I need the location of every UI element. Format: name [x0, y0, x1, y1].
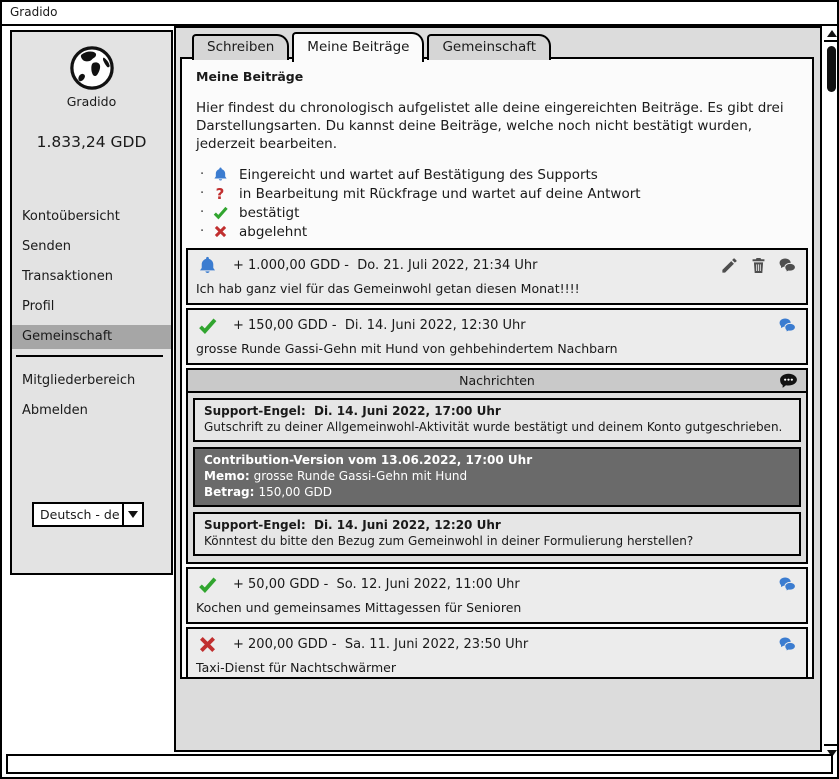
page-title: Meine Beiträge	[196, 69, 304, 84]
contribution-amount-date: + 50,00 GDD - So. 12. Juni 2022, 11:00 Uhr	[233, 576, 520, 592]
contribution-row-header	[188, 629, 806, 659]
globe-icon	[69, 45, 115, 91]
support-message	[193, 398, 801, 442]
vertical-scrollbar[interactable]	[824, 26, 839, 760]
bullet: ·	[200, 186, 205, 201]
contribution-version-message	[193, 447, 801, 507]
edit-icon[interactable]	[719, 255, 739, 275]
window-title: Gradido	[10, 5, 58, 19]
intro-text: Hier findest du chronologisch aufgelistet alle deine eingereichten Beiträge. Es gibt drei Darstellungsarten. Du kannst deine Beiträge, welche noch nicht bestätigt wurden, jederzeit bearbeiten.	[196, 100, 784, 152]
logo-label: Gradido	[66, 94, 117, 109]
legend-text: Eingereicht und wartet auf Bestätigung des Supports	[239, 166, 598, 183]
contribution-actions	[777, 634, 797, 654]
chat-icon[interactable]	[777, 255, 797, 275]
contribution-row	[186, 248, 808, 305]
language-select[interactable]	[32, 502, 144, 527]
memo-value: grosse Runde Gassi-Gehn mit Hund	[253, 469, 468, 483]
message-body: Könntest du bitte den Bezug zum Gemeinwohl in deiner Formulierung herstellen?	[204, 534, 694, 548]
check-icon	[196, 573, 218, 595]
messages-panel	[186, 368, 808, 564]
sidebar	[10, 30, 173, 575]
memo-label: Memo:	[204, 469, 250, 483]
contribution-actions	[777, 574, 797, 594]
contribution-row-header	[188, 310, 806, 340]
legend-text: bestätigt	[239, 204, 300, 221]
balance-amount: 1.833,24 GDD	[36, 133, 147, 151]
bell-icon	[196, 254, 218, 276]
sidebar-item-abmelden[interactable]: Abmelden	[22, 403, 88, 418]
status-bar	[6, 754, 833, 774]
contribution-list	[186, 248, 808, 679]
chat-ellipsis-icon[interactable]	[778, 371, 799, 392]
contribution-row	[186, 627, 808, 679]
contribution-amount-date: + 200,00 GDD - Sa. 11. Juni 2022, 23:50 Uhr	[233, 636, 529, 652]
scrollbar-thumb[interactable]	[827, 46, 836, 92]
contribution-memo: Ich hab ganz viel für das Gemeinwohl getan diesen Monat!!!!	[196, 281, 580, 296]
support-message	[193, 512, 801, 556]
message-betrag-line	[204, 484, 790, 500]
sidebar-item-senden[interactable]: Senden	[22, 239, 71, 254]
scroll-up-button[interactable]	[824, 26, 839, 42]
sidebar-nav-secondary	[12, 369, 171, 423]
contribution-amount-date: + 150,00 GDD - Di. 14. Juni 2022, 12:30 Uhr	[233, 317, 526, 333]
tab-gemeinschaft[interactable]: Gemeinschaft	[427, 34, 551, 60]
sidebar-nav	[12, 205, 171, 349]
contribution-memo: grosse Runde Gassi-Gehn mit Hund von gehbehindertem Nachbarn	[196, 341, 618, 356]
arrow-up-icon	[827, 30, 837, 37]
status-legend	[200, 165, 808, 241]
check-icon	[196, 314, 218, 336]
message-header: Support-Engel: Di. 14. Juni 2022, 17:00 Uhr	[204, 404, 501, 418]
contribution-row	[186, 567, 808, 624]
bullet: ·	[200, 224, 205, 239]
legend-item-eingereicht	[200, 165, 808, 184]
contribution-actions	[719, 255, 797, 275]
message-memo-line	[204, 468, 790, 484]
legend-item-abgelehnt	[200, 222, 808, 241]
betrag-label: Betrag:	[204, 485, 255, 499]
cross-icon	[210, 223, 230, 241]
language-select-value: Deutsch - de	[40, 507, 120, 522]
contribution-amount-date: + 1.000,00 GDD - Do. 21. Juli 2022, 21:34 Uhr	[233, 257, 538, 273]
messages-title: Nachrichten	[459, 373, 535, 388]
contribution-row-header	[188, 569, 806, 599]
legend-item-rueckfrage	[200, 184, 808, 203]
tab-meine-beitraege[interactable]: Meine Beiträge	[292, 32, 424, 62]
title-bar	[2, 2, 837, 26]
legend-item-bestaetigt	[200, 203, 808, 222]
check-icon	[210, 204, 230, 222]
tab-bar	[192, 32, 554, 60]
main-panel	[174, 26, 822, 752]
question-icon: ?	[215, 184, 225, 203]
legend-text: abgelehnt	[239, 223, 308, 240]
contribution-memo: Kochen und gemeinsames Mittagessen für Senioren	[196, 600, 522, 615]
contribution-row	[186, 308, 808, 365]
sidebar-item-transaktionen[interactable]: Transaktionen	[22, 269, 113, 284]
tab-content	[180, 57, 814, 679]
chevron-down-icon	[128, 511, 138, 518]
message-body: Gutschrift zu deiner Allgemeinwohl-Aktivität wurde bestätigt und deinem Konto gutgeschrieben.	[204, 420, 783, 434]
delete-icon[interactable]	[748, 255, 768, 275]
tab-schreiben[interactable]: Schreiben	[192, 34, 289, 60]
language-select-arrow-button[interactable]	[122, 504, 142, 525]
chat-icon[interactable]	[777, 574, 797, 594]
sidebar-item-profil[interactable]: Profil	[22, 299, 55, 314]
sidebar-item-kontouebersicht[interactable]: Kontoübersicht	[22, 209, 120, 224]
sidebar-item-mitgliederbereich[interactable]: Mitgliederbereich	[22, 373, 136, 388]
legend-text: in Bearbeitung mit Rückfrage und wartet auf deine Antwort	[239, 185, 641, 202]
messages-header	[188, 370, 806, 393]
chat-icon[interactable]	[777, 634, 797, 654]
chat-icon[interactable]	[777, 315, 797, 335]
bell-icon	[210, 166, 230, 184]
contribution-actions	[777, 315, 797, 335]
contribution-row-header	[188, 250, 806, 280]
message-header: Support-Engel: Di. 14. Juni 2022, 12:20 Uhr	[204, 518, 501, 532]
bullet: ·	[200, 205, 205, 220]
betrag-value: 150,00 GDD	[258, 485, 333, 499]
sidebar-divider	[16, 355, 163, 357]
cross-icon	[196, 633, 218, 655]
sidebar-item-gemeinschaft[interactable]: Gemeinschaft	[12, 325, 171, 349]
message-header: Contribution-Version vom 13.06.2022, 17:00 Uhr	[204, 453, 533, 467]
bullet: ·	[200, 167, 205, 182]
contribution-memo: Taxi-Dienst für Nachtschwärmer	[196, 660, 396, 675]
